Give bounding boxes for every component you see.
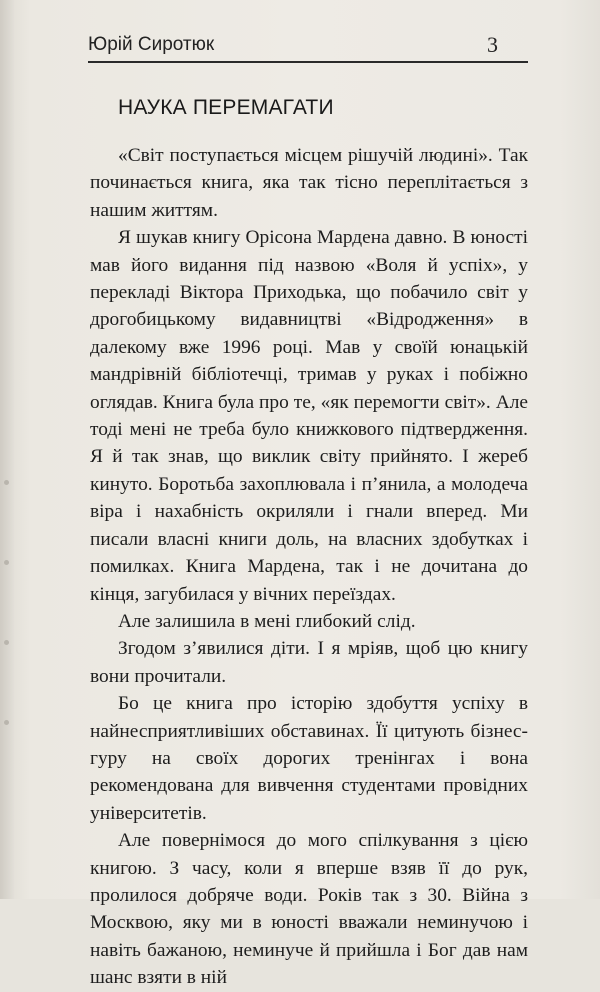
page-number: 3: [487, 32, 498, 57]
chapter-title: НАУКА ПЕРЕМАГАТИ: [118, 96, 334, 119]
page-binding: [0, 0, 14, 899]
paragraph: Але залишила в мені глибокий слід.: [118, 610, 416, 632]
paragraph: Згодом з’явилися діти. І я мріяв, щоб цю книгу вони прочитали.: [90, 638, 528, 687]
author-name: Юрій Сиротюк: [88, 34, 215, 55]
binding-stitch: [4, 560, 9, 565]
body-text: [90, 142, 528, 992]
paragraph: «Світ поступається місцем рішучій людині». Так починається книга, яка так тісно переплітається з нашим життям.: [90, 145, 528, 221]
header-rule: [88, 61, 528, 63]
binding-stitch: [4, 720, 9, 725]
paragraph: Але повернімося до мого спілкування з цією книгою. З часу, коли я вперше взяв її до рук, пролилося добряче води. Років так з 30. Війна з Москвою, яку ми в юності вважали неминучою і навіть бажаною, неминуче й прийшла і Бог дав нам шанс взяти в ній: [90, 830, 528, 989]
paragraph: Я шукав книгу Орісона Мардена давно. В юності мав його видання під назвою «Воля й успіх», у перекладі Віктора Приходька, що побачило світ у дрогобицькому видавництві «Відродження» в далекому вже 1996 році. Мав у своїй юнацькій мандрівній бібліотечці, тримав у руках і побіжно оглядав. Книга була про те, «як перемогти світ». Але тоді мені не треба було книжкового підтвердження. Я й так знав, що виклик світу прийнято. І жереб кинуто. Боротьба захоплювала і п’янила, а молодеча віра і нахабність окриляли і гнали вперед. Ми писали власні книги доль, на власних здобутках і помилках. Книга Мардена, так і не дочитана до кінця, загубилася у вічних переїздах.: [90, 227, 528, 605]
paragraph: Бо це книга про історію здобуття успіху в найнесприятливіших обставинах. Її цитують бізнес-гуру на своїх дорогих тренінгах і вона рекомендована для вивчення студентами провідних університетів.: [90, 693, 528, 824]
running-head: [88, 30, 528, 62]
binding-stitch: [4, 640, 9, 645]
binding-stitch: [4, 480, 9, 485]
